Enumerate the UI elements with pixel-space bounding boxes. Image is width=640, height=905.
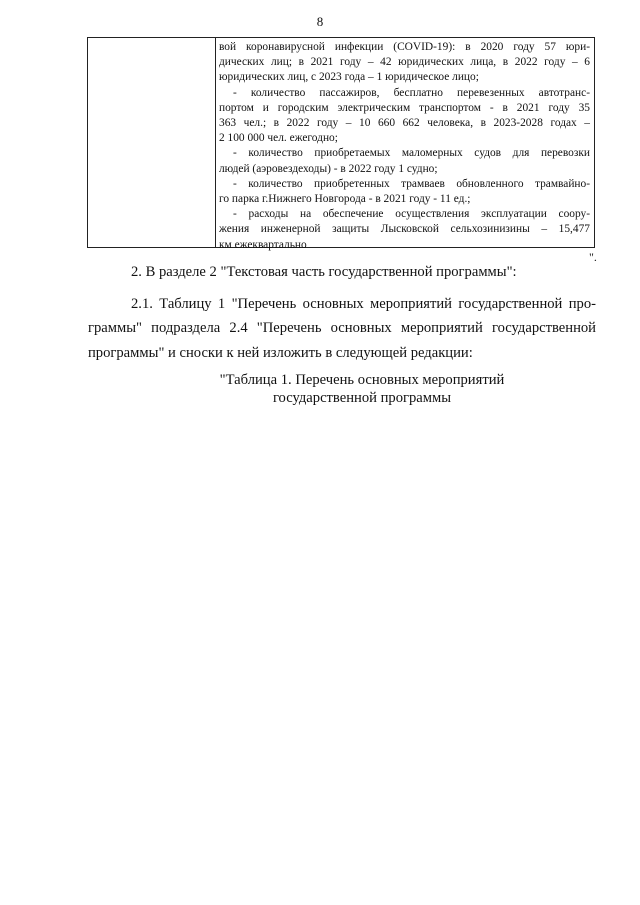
table-right-cell [216,38,594,253]
table-left-cell [88,38,216,247]
paragraph-2-1-line: программы" и сноски к ней изложить в следующей редакции: [88,345,473,361]
paragraph-section-2: 2. В разделе 2 "Текстовая часть государственной программы": [131,264,517,280]
table-text-line: юридических лиц, с 2023 года – 1 юридическое лицо; [219,71,479,84]
page-number: 8 [316,14,324,29]
paragraph-2-1-line: граммы" подраздела 2.4 "Перечень основных мероприятий государственной [88,320,596,336]
table-text-line: 363 чел.; в 2022 году – 10 660 662 человека, в 2023-2028 годах – [219,117,590,130]
table-text-line: жения инженерной защиты Лысковской сельхозинизины – 15,477 [219,223,590,236]
paragraph-2-1-line: 2.1. Таблицу 1 "Перечень основных мероприятий государственной про- [131,296,596,312]
table-text-line: - расходы на обеспечение осуществления эксплуатации соору- [233,208,590,221]
closing-quote: ". [589,250,597,264]
table-text-line: 2 100 000 чел. ежегодно; [219,132,338,145]
table-text-line: км ежеквартально [219,238,307,251]
table-text-line: - количество приобретаемых маломерных судов для перевозки [233,147,590,160]
continued-table [87,37,595,251]
table-text-line: го парка г.Нижнего Новгорода - в 2021 году - 11 ед.; [219,193,471,206]
table-text-line: - количество приобретенных трамваев обновленного трамвайно- [233,177,590,190]
table-title-line: государственной программы [272,390,452,406]
table-text-line: людей (аэровездеходы) - в 2022 году 1 судно; [219,162,438,175]
table-text-line: вой коронавирусной инфекции (COVID-19): в 2020 году 57 юри- [219,41,590,53]
table-title-line: "Таблица 1. Перечень основных мероприятий [219,372,505,388]
table-text-line: портом и городским электрическим транспортом - в 2021 году 35 [219,101,590,114]
table-text-line: - количество пассажиров, бесплатно перевезенных автотранс- [233,86,590,99]
table-text-line: дических лиц; в 2021 году – 42 юридических лица, в 2022 году – 6 [219,56,590,69]
